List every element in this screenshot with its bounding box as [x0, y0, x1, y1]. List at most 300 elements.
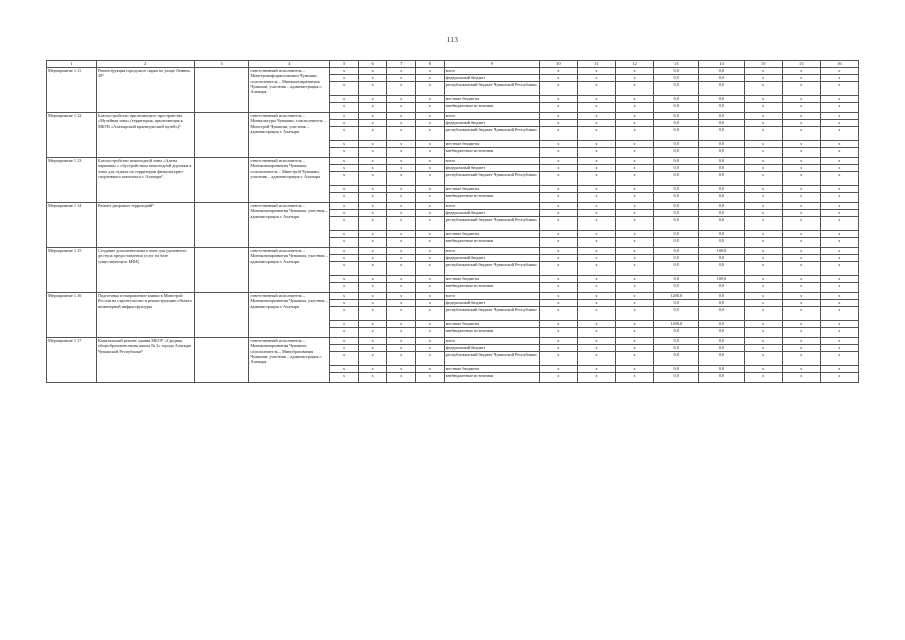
code-cell: x [416, 255, 445, 262]
value-cell: 0,0 [699, 321, 744, 328]
value-cell: x [539, 283, 577, 293]
value-cell: x [539, 148, 577, 158]
value-cell: 0,0 [654, 210, 699, 217]
table-row [47, 203, 859, 210]
code-cell: x [387, 172, 416, 186]
value-cell: x [539, 352, 577, 366]
code-cell: x [416, 210, 445, 217]
value-cell: x [616, 276, 654, 283]
value-cell: x [577, 127, 615, 141]
code-cell: x [387, 293, 416, 300]
code-cell: x [330, 193, 359, 203]
value-cell: x [782, 210, 820, 217]
code-cell: x [387, 158, 416, 165]
value-cell: 0,0 [699, 300, 744, 307]
value-cell: x [782, 103, 820, 113]
value-cell: x [820, 210, 858, 217]
code-cell: x [358, 96, 387, 103]
value-cell: x [744, 345, 782, 352]
funding-source: федеральный бюджет [444, 255, 539, 262]
value-cell: x [616, 96, 654, 103]
value-cell: x [577, 300, 615, 307]
value-cell: x [616, 82, 654, 96]
value-cell: x [744, 127, 782, 141]
value-cell: x [539, 300, 577, 307]
value-cell: 0,0 [654, 186, 699, 193]
code-cell: x [358, 68, 387, 75]
code-cell: x [416, 158, 445, 165]
value-cell: x [820, 193, 858, 203]
code-cell: x [330, 172, 359, 186]
value-cell: 0,0 [654, 366, 699, 373]
value-cell: x [820, 158, 858, 165]
code-cell: x [330, 113, 359, 120]
value-cell: x [820, 186, 858, 193]
value-cell: 0,0 [699, 186, 744, 193]
value-cell: 0,0 [699, 96, 744, 103]
value-cell: 0,0 [699, 366, 744, 373]
measure-empty-cell [194, 113, 249, 158]
value-cell: x [539, 141, 577, 148]
value-cell: 0,0 [654, 276, 699, 283]
measure-name: Подготовка и направление заявки в Минстрой России на строительство и реконструкцию объекта инженерной инфраструктуры [97, 293, 195, 338]
value-cell: x [616, 248, 654, 255]
code-cell: x [330, 328, 359, 338]
value-cell: x [577, 96, 615, 103]
code-cell: x [358, 103, 387, 113]
value-cell: x [539, 75, 577, 82]
value-cell: x [616, 210, 654, 217]
value-cell: x [820, 293, 858, 300]
measure-executors: ответственный исполнитель – Минэкономразвития Чувашии, соисполнитель – Минобразования Чувашии, участник – администрация г. Алатыря [249, 338, 330, 383]
value-cell: x [539, 210, 577, 217]
funding-source: всего [444, 158, 539, 165]
code-cell: x [358, 158, 387, 165]
value-cell: x [782, 82, 820, 96]
code-cell: x [416, 248, 445, 255]
funding-source: всего [444, 68, 539, 75]
value-cell: 0,0 [699, 82, 744, 96]
value-cell: x [616, 238, 654, 248]
code-cell: x [358, 352, 387, 366]
code-cell: x [330, 338, 359, 345]
column-number-cell: 12 [616, 61, 654, 68]
code-cell: x [387, 96, 416, 103]
code-cell: x [416, 203, 445, 210]
funding-source: федеральный бюджет [444, 75, 539, 82]
funding-source: всего [444, 248, 539, 255]
value-cell: x [577, 165, 615, 172]
measure-empty-cell [194, 158, 249, 203]
value-cell: x [782, 307, 820, 321]
value-cell: 0,0 [654, 352, 699, 366]
measure-code: Мероприятие 1.11 [47, 68, 97, 113]
value-cell: 0,0 [654, 373, 699, 383]
value-cell: x [577, 141, 615, 148]
code-cell: x [387, 238, 416, 248]
table-row [47, 68, 859, 75]
value-cell: x [744, 75, 782, 82]
value-cell: 0,0 [699, 165, 744, 172]
value-cell: x [820, 141, 858, 148]
column-number-cell: 15 [744, 61, 782, 68]
value-cell: 0,0 [699, 113, 744, 120]
value-cell: x [744, 231, 782, 238]
code-cell: x [330, 141, 359, 148]
value-cell: 0,0 [699, 307, 744, 321]
value-cell: x [744, 210, 782, 217]
value-cell: x [782, 262, 820, 276]
value-cell: x [820, 262, 858, 276]
value-cell: x [782, 148, 820, 158]
funding-source: федеральный бюджет [444, 345, 539, 352]
value-cell: x [616, 186, 654, 193]
value-cell: x [782, 352, 820, 366]
value-cell: x [820, 165, 858, 172]
column-number-cell: 16 [820, 61, 858, 68]
value-cell: 0,0 [654, 345, 699, 352]
value-cell: 0,0 [654, 307, 699, 321]
funding-source: республиканский бюджет Чувашской Республики [444, 172, 539, 186]
value-cell: x [744, 307, 782, 321]
value-cell: x [782, 366, 820, 373]
code-cell: x [416, 193, 445, 203]
value-cell: x [782, 328, 820, 338]
value-cell: x [782, 293, 820, 300]
code-cell: x [330, 283, 359, 293]
value-cell: x [820, 321, 858, 328]
value-cell: x [744, 321, 782, 328]
value-cell: x [616, 203, 654, 210]
column-number-cell: 2 [97, 61, 195, 68]
code-cell: x [387, 186, 416, 193]
value-cell: x [577, 293, 615, 300]
value-cell: x [616, 321, 654, 328]
value-cell: x [539, 103, 577, 113]
code-cell: x [330, 262, 359, 276]
value-cell: x [616, 172, 654, 186]
value-cell: x [744, 186, 782, 193]
measure-empty-cell [194, 338, 249, 383]
value-cell: x [744, 68, 782, 75]
value-cell: x [820, 96, 858, 103]
code-cell: x [416, 338, 445, 345]
code-cell: x [330, 366, 359, 373]
value-cell: x [616, 328, 654, 338]
column-number-cell: 15 [782, 61, 820, 68]
value-cell: 0,0 [654, 300, 699, 307]
code-cell: x [387, 366, 416, 373]
code-cell: x [358, 293, 387, 300]
value-cell: x [539, 172, 577, 186]
code-cell: x [387, 141, 416, 148]
value-cell: x [616, 373, 654, 383]
code-cell: x [330, 75, 359, 82]
value-cell: x [820, 248, 858, 255]
value-cell: x [577, 68, 615, 75]
value-cell: 0,0 [699, 127, 744, 141]
value-cell: x [820, 373, 858, 383]
measure-code: Мероприятие 1.13 [47, 158, 97, 203]
value-cell: 0,0 [699, 203, 744, 210]
code-cell: x [358, 276, 387, 283]
code-cell: x [330, 82, 359, 96]
value-cell: x [782, 238, 820, 248]
value-cell: x [577, 328, 615, 338]
value-cell: x [539, 217, 577, 231]
value-cell: x [820, 328, 858, 338]
value-cell: x [820, 82, 858, 96]
value-cell: x [744, 82, 782, 96]
value-cell: 0,0 [699, 148, 744, 158]
value-cell: x [744, 103, 782, 113]
value-cell: x [577, 217, 615, 231]
code-cell: x [416, 96, 445, 103]
value-cell: x [820, 276, 858, 283]
column-number-cell: 8 [416, 61, 445, 68]
code-cell: x [330, 217, 359, 231]
value-cell: 0,0 [654, 96, 699, 103]
code-cell: x [330, 248, 359, 255]
value-cell: x [782, 231, 820, 238]
value-cell: 0,0 [699, 293, 744, 300]
table-row [47, 248, 859, 255]
value-cell: x [782, 193, 820, 203]
value-cell: x [577, 148, 615, 158]
value-cell: x [744, 338, 782, 345]
value-cell: x [782, 203, 820, 210]
value-cell: x [539, 307, 577, 321]
value-cell: 0,0 [699, 217, 744, 231]
code-cell: x [330, 238, 359, 248]
value-cell: x [577, 203, 615, 210]
value-cell: x [820, 113, 858, 120]
code-cell: x [416, 231, 445, 238]
code-cell: x [330, 210, 359, 217]
value-cell: x [820, 255, 858, 262]
column-number-cell: 11 [577, 61, 615, 68]
code-cell: x [387, 321, 416, 328]
value-cell: x [782, 283, 820, 293]
funding-source: федеральный бюджет [444, 210, 539, 217]
value-cell: x [616, 68, 654, 75]
value-cell: 0,0 [654, 172, 699, 186]
column-number-cell: 1 [47, 61, 97, 68]
code-cell: x [387, 283, 416, 293]
value-cell: x [820, 103, 858, 113]
value-cell: 1200,0 [654, 321, 699, 328]
measure-code: Мероприятие 1.16 [47, 293, 97, 338]
value-cell: x [577, 366, 615, 373]
value-cell: x [539, 193, 577, 203]
column-number-cell: 4 [249, 61, 330, 68]
code-cell: x [387, 328, 416, 338]
value-cell: 0,0 [699, 255, 744, 262]
code-cell: x [330, 103, 359, 113]
funding-source: республиканский бюджет Чувашской Республики [444, 217, 539, 231]
value-cell: 0,0 [699, 68, 744, 75]
value-cell: x [616, 141, 654, 148]
funding-source: всего [444, 338, 539, 345]
page-number: 113 [446, 36, 459, 44]
value-cell: x [782, 248, 820, 255]
code-cell: x [358, 217, 387, 231]
funding-source: республиканский бюджет Чувашской Республики [444, 127, 539, 141]
value-cell: x [820, 338, 858, 345]
value-cell: x [782, 276, 820, 283]
value-cell: x [577, 321, 615, 328]
measure-empty-cell [194, 248, 249, 293]
code-cell: x [358, 300, 387, 307]
code-cell: x [387, 68, 416, 75]
code-cell: x [416, 165, 445, 172]
value-cell: 0,0 [699, 373, 744, 383]
code-cell: x [358, 82, 387, 96]
value-cell: x [577, 120, 615, 127]
table-row [47, 338, 859, 345]
column-number-cell: 13 [654, 61, 699, 68]
value-cell: x [577, 193, 615, 203]
value-cell: x [616, 345, 654, 352]
code-cell: x [330, 255, 359, 262]
measure-executors: ответственный исполнитель – Минэкономразвития Чувашии, участник – администрация г. Алатыря [249, 248, 330, 293]
value-cell: x [744, 248, 782, 255]
value-cell: x [616, 262, 654, 276]
code-cell: x [330, 373, 359, 383]
code-cell: x [358, 255, 387, 262]
value-cell: x [744, 203, 782, 210]
value-cell: 0,0 [654, 165, 699, 172]
value-cell: x [820, 120, 858, 127]
code-cell: x [416, 120, 445, 127]
code-cell: x [330, 165, 359, 172]
code-cell: x [416, 141, 445, 148]
code-cell: x [330, 345, 359, 352]
table-row [47, 113, 859, 120]
code-cell: x [387, 165, 416, 172]
value-cell: x [616, 338, 654, 345]
code-cell: x [358, 148, 387, 158]
value-cell: 0,0 [654, 141, 699, 148]
funding-source: внебюджетные источники [444, 373, 539, 383]
measure-executors: ответственный исполнитель – Минэкономразвития Чувашии, участник – администрация г. Алатыря [249, 293, 330, 338]
code-cell: x [387, 120, 416, 127]
value-cell: x [577, 345, 615, 352]
code-cell: x [416, 307, 445, 321]
value-cell: x [820, 300, 858, 307]
value-cell: x [744, 300, 782, 307]
code-cell: x [358, 210, 387, 217]
column-number-cell: 5 [330, 61, 359, 68]
code-cell: x [330, 148, 359, 158]
measure-executors: ответственный исполнитель – Минэкономразвития Чувашии, участник – администрация г. Алатыря [249, 203, 330, 248]
value-cell: x [616, 255, 654, 262]
code-cell: x [358, 165, 387, 172]
value-cell: x [577, 210, 615, 217]
value-cell: x [820, 238, 858, 248]
code-cell: x [330, 321, 359, 328]
value-cell: x [744, 293, 782, 300]
code-cell: x [416, 186, 445, 193]
code-cell: x [330, 300, 359, 307]
value-cell: x [820, 127, 858, 141]
code-cell: x [330, 307, 359, 321]
code-cell: x [358, 127, 387, 141]
code-cell: x [358, 120, 387, 127]
value-cell: x [539, 231, 577, 238]
measure-name: Капитальный ремонт здания МБОУ «Средняя общеобразовательная школа № 2» города Алатыря Чувашской Республики⁵ [97, 338, 195, 383]
value-cell: x [616, 231, 654, 238]
code-cell: x [358, 172, 387, 186]
value-cell: x [577, 231, 615, 238]
code-cell: x [330, 231, 359, 238]
code-cell: x [416, 113, 445, 120]
value-cell: x [616, 283, 654, 293]
measure-code: Мероприятие 1.17 [47, 338, 97, 383]
value-cell: x [820, 307, 858, 321]
value-cell: x [744, 217, 782, 231]
value-cell: x [782, 172, 820, 186]
value-cell: x [782, 158, 820, 165]
value-cell: x [820, 172, 858, 186]
value-cell: x [577, 352, 615, 366]
measure-name: Ремонт дворовых территорий⁵ [97, 203, 195, 248]
value-cell: x [539, 262, 577, 276]
code-cell: x [387, 255, 416, 262]
funding-source: всего [444, 293, 539, 300]
value-cell: x [539, 373, 577, 383]
value-cell: x [744, 96, 782, 103]
value-cell: x [820, 283, 858, 293]
code-cell: x [358, 283, 387, 293]
value-cell: x [782, 75, 820, 82]
value-cell: 0,0 [699, 141, 744, 148]
funding-source: республиканский бюджет Чувашской Республики [444, 307, 539, 321]
code-cell: x [387, 352, 416, 366]
value-cell: x [782, 96, 820, 103]
value-cell: x [744, 262, 782, 276]
value-cell: x [616, 75, 654, 82]
value-cell: x [782, 373, 820, 383]
measure-code: Мероприятие 1.15 [47, 248, 97, 293]
value-cell: x [820, 345, 858, 352]
value-cell: x [577, 103, 615, 113]
value-cell: x [577, 255, 615, 262]
funding-source: местные бюджеты [444, 366, 539, 373]
measure-code: Мероприятие 1.14 [47, 203, 97, 248]
value-cell: x [577, 307, 615, 321]
value-cell: x [820, 366, 858, 373]
value-cell: 0,0 [654, 338, 699, 345]
value-cell: x [577, 186, 615, 193]
code-cell: x [358, 203, 387, 210]
funding-source: местные бюджеты [444, 141, 539, 148]
code-cell: x [330, 120, 359, 127]
funding-source: внебюджетные источники [444, 328, 539, 338]
column-number-cell: 9 [444, 61, 539, 68]
value-cell: x [782, 127, 820, 141]
table-row [47, 293, 859, 300]
measure-executors: ответственный исполнитель – Минстроинформполитики Чувашии, соисполнитель – Минэкономразвития Чувашии, участник – администрация г. Алатыря [249, 68, 330, 113]
value-cell: x [616, 300, 654, 307]
code-cell: x [416, 103, 445, 113]
value-cell: 0,0 [654, 120, 699, 127]
funding-source: республиканский бюджет Чувашской Республики [444, 82, 539, 96]
code-cell: x [387, 300, 416, 307]
column-number-cell: 3 [194, 61, 249, 68]
value-cell: x [539, 165, 577, 172]
value-cell: x [744, 120, 782, 127]
